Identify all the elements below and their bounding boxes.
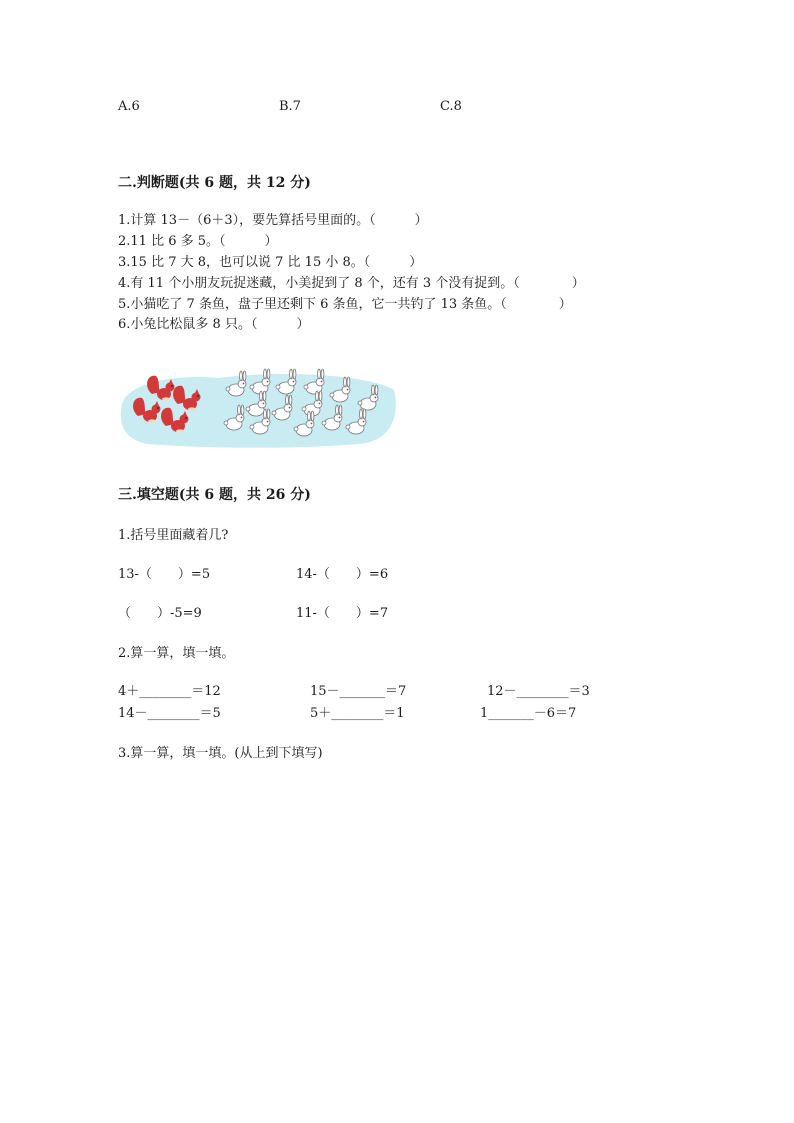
judge-item-6: 6.小兔比松鼠多 8 只。（ ） [118, 317, 310, 332]
judge-item-3: 3.15 比 7 大 8，也可以说 7 比 15 小 8。（ ） [118, 255, 423, 270]
section3-heading: 三.填空题(共 6 题，共 26 分) [118, 487, 311, 503]
fill-q1-prompt: 1.括号里面藏着几? [118, 528, 229, 543]
judge-item-4: 4.有 11 个小朋友玩捉迷藏，小美捉到了 8 个，还有 3 个没有捉到。（ ） [118, 276, 585, 291]
fill-q2-r2-c2: 5＋________＝1 [310, 706, 405, 721]
judge-item-5: 5.小猫吃了 7 条鱼，盘子里还剩下 6 条鱼，它一共钓了 13 条鱼。（ ） [118, 297, 572, 312]
fill-q1-r2-c2: 11-（ ）=7 [296, 606, 389, 621]
fill-q1-r1-c2: 14-（ ）=6 [296, 567, 389, 582]
section2-heading: 二.判断题(共 6 题，共 12 分) [118, 175, 311, 191]
fill-q1-r1-c1: 13-（ ）=5 [118, 567, 211, 582]
judge-item-1: 1.计算 13－（6＋3），要先算括号里面的。（ ） [118, 213, 428, 228]
fill-q2-r1-c1: 4＋________＝12 [118, 684, 221, 699]
fill-q2-prompt: 2.算一算，填一填。 [118, 646, 235, 661]
fill-q2-r2-c1: 14－________＝5 [118, 706, 221, 721]
fill-q3-prompt: 3.算一算，填一填。(从上到下填写) [118, 746, 323, 761]
choice-b: B.7 [279, 99, 301, 114]
choice-a: A.6 [118, 99, 140, 114]
fill-q2-r1-c2: 15－_______＝7 [310, 684, 407, 699]
judge-item-2: 2.11 比 6 多 5。（ ） [118, 234, 278, 249]
fill-q2-r2-c3: 1_______－6＝7 [480, 706, 577, 721]
fill-q1-r2-c1: （ ）-5=9 [118, 606, 202, 621]
fill-q2-r1-c3: 12－________＝3 [487, 684, 590, 699]
squirrels-rabbits-illustration [118, 364, 398, 448]
choice-c: C.8 [440, 99, 462, 114]
